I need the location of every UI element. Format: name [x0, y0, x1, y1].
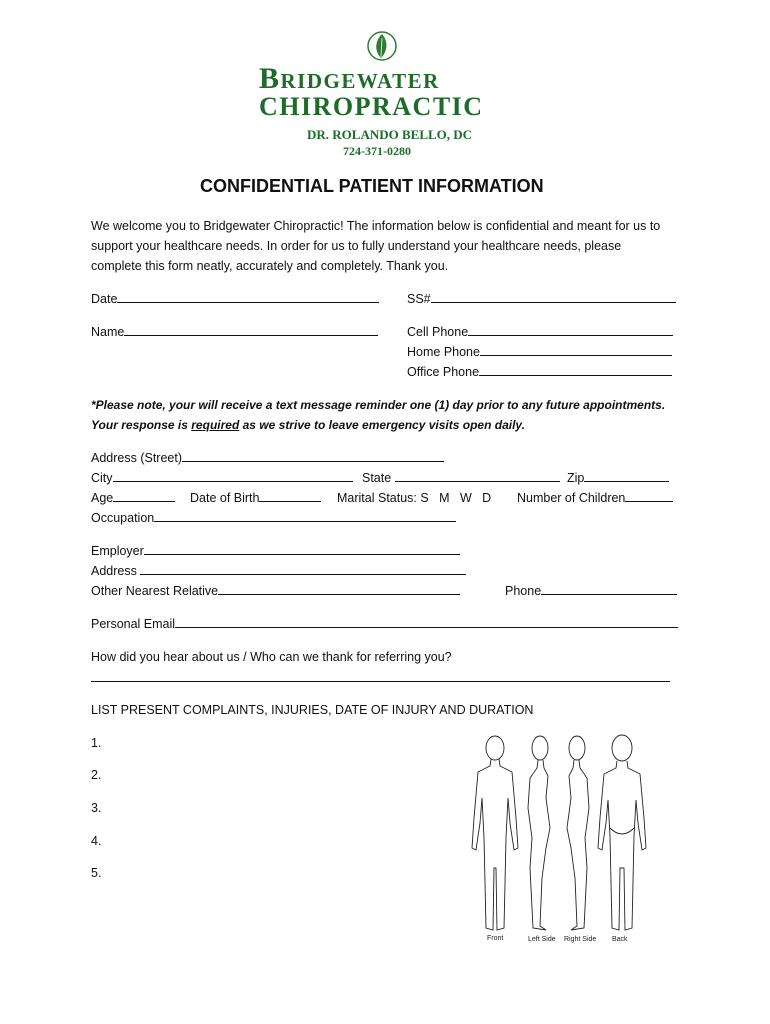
- ss-field: [407, 291, 676, 307]
- state-field: [362, 470, 560, 486]
- zip-label: Zip: [567, 471, 585, 485]
- body-label-front: Front: [487, 935, 504, 942]
- address-street-input[interactable]: [182, 450, 444, 462]
- employer-field: [91, 543, 460, 559]
- relative-field: [91, 583, 460, 599]
- notice-line-2-post: as we strive to leave emergency visits open daily.: [239, 418, 525, 432]
- marital-status-label: Marital Status: S M W D: [337, 491, 492, 505]
- body-label-back: Back: [612, 936, 628, 943]
- relative-phone-input[interactable]: [541, 583, 677, 595]
- complaint-item-2[interactable]: 2.: [91, 768, 102, 782]
- address-street-field: [91, 450, 444, 466]
- state-input[interactable]: [395, 470, 560, 482]
- email-input[interactable]: [175, 616, 678, 628]
- name-field: [91, 324, 378, 340]
- relative-phone-field: [505, 583, 677, 599]
- dob-input[interactable]: [259, 490, 321, 502]
- complaint-item-4[interactable]: 4.: [91, 834, 102, 848]
- intro-line-2: support your healthcare needs. In order for us to fully understand your healthcare needs, please: [91, 239, 622, 253]
- office-phone-input[interactable]: [479, 364, 672, 376]
- email-label: Personal Email: [91, 617, 176, 631]
- home-phone-label: Home Phone: [407, 345, 480, 359]
- body-left-side-figure: [528, 736, 550, 930]
- dob-label: Date of Birth: [190, 491, 260, 505]
- children-label: Number of Children: [517, 491, 626, 505]
- relative-input[interactable]: [218, 583, 460, 595]
- name-input[interactable]: [124, 324, 378, 336]
- office-phone-field: [407, 364, 672, 380]
- body-label-left-side: Left Side: [528, 936, 556, 943]
- home-phone-input[interactable]: [480, 344, 672, 356]
- marital-status-field[interactable]: [337, 490, 491, 506]
- body-right-side-figure: [567, 736, 589, 930]
- brand-line-1: Bridgewater: [259, 62, 440, 95]
- age-field: [91, 490, 175, 506]
- notice-line-2: [91, 417, 525, 433]
- children-field: [517, 490, 673, 506]
- notice-line-1: *Please note, your will receive a text message reminder one (1) day prior to any future appointments.: [91, 398, 666, 412]
- employer-label: Employer: [91, 544, 144, 558]
- complaints-heading: LIST PRESENT COMPLAINTS, INJURIES, DATE OF INJURY AND DURATION: [91, 703, 534, 717]
- ss-input[interactable]: [431, 291, 676, 303]
- office-phone-label: Office Phone: [407, 365, 480, 379]
- age-label: Age: [91, 491, 114, 505]
- name-label: Name: [91, 325, 125, 339]
- body-back-figure: [598, 735, 646, 930]
- notice-line-2-pre: Your response is: [91, 418, 192, 432]
- referral-question: How did you hear about us / Who can we thank for referring you?: [91, 650, 452, 664]
- cell-phone-field: [407, 324, 673, 340]
- complaint-item-1[interactable]: 1.: [91, 736, 102, 750]
- relative-phone-label: Phone: [505, 584, 542, 598]
- email-field: [91, 616, 678, 632]
- children-input[interactable]: [625, 490, 673, 502]
- city-input[interactable]: [113, 470, 353, 482]
- employer-address-label: Address: [91, 564, 137, 578]
- practice-phone: 724-371-0280: [343, 144, 411, 158]
- leaf-icon: [366, 30, 398, 62]
- ss-label: SS#: [407, 292, 431, 306]
- employer-input[interactable]: [144, 543, 460, 555]
- body-label-right-side: Right Side: [564, 936, 597, 943]
- home-phone-field: [407, 344, 672, 360]
- intro-line-3: complete this form neatly, accurately and completely. Thank you.: [91, 259, 449, 273]
- page-title: CONFIDENTIAL PATIENT INFORMATION: [200, 176, 544, 196]
- referral-input[interactable]: [91, 681, 670, 682]
- body-diagram[interactable]: [460, 728, 660, 943]
- occupation-label: Occupation: [91, 511, 155, 525]
- city-field: [91, 470, 353, 486]
- date-field: [91, 291, 379, 307]
- employer-address-field: [91, 563, 466, 579]
- doctor-name: DR. ROLANDO BELLO, DC: [307, 127, 473, 142]
- age-input[interactable]: [113, 490, 175, 502]
- cell-phone-label: Cell Phone: [407, 325, 469, 339]
- date-input[interactable]: [117, 291, 379, 303]
- dob-field: [190, 490, 321, 506]
- occupation-input[interactable]: [154, 510, 456, 522]
- relative-label: Other Nearest Relative: [91, 584, 219, 598]
- cell-phone-input[interactable]: [468, 324, 673, 336]
- intro-line-1: We welcome you to Bridgewater Chiropractic! The information below is confidential and meant for us to: [91, 219, 661, 233]
- logo-mark: [366, 30, 398, 62]
- date-label: Date: [91, 292, 118, 306]
- notice-required: required: [191, 418, 240, 432]
- zip-field: [567, 470, 669, 486]
- city-label: City: [91, 471, 113, 485]
- state-label: State: [362, 471, 392, 485]
- address-street-label: Address (Street): [91, 451, 183, 465]
- brand-line-2: CHIROPRACTIC: [259, 92, 484, 121]
- complaint-item-3[interactable]: 3.: [91, 801, 102, 815]
- employer-address-input[interactable]: [140, 563, 466, 575]
- zip-input[interactable]: [584, 470, 669, 482]
- complaint-item-5[interactable]: 5.: [91, 866, 102, 880]
- occupation-field: [91, 510, 456, 526]
- body-front-figure: [472, 736, 518, 930]
